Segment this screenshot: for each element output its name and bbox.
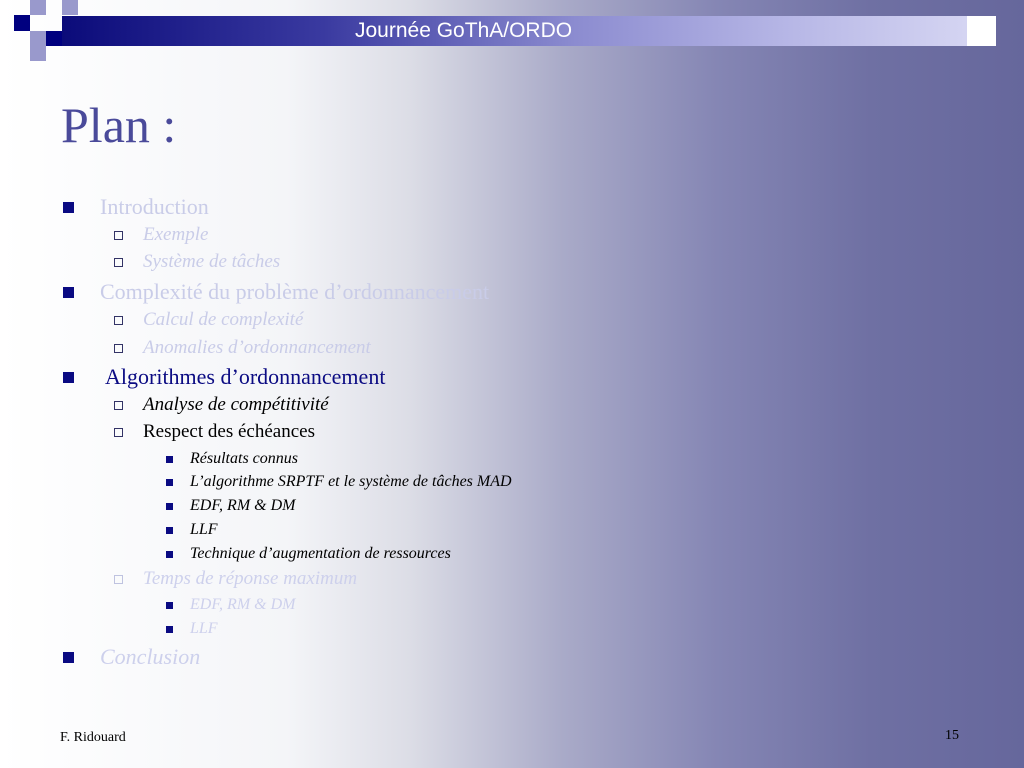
outline-subsubitem-edf-1 <box>0 497 295 515</box>
outline-item-algorithmes <box>0 364 385 390</box>
outline-subitem-label: Système de tâches <box>143 251 281 272</box>
corner-square-5 <box>46 31 62 46</box>
corner-square-6 <box>30 46 46 61</box>
outline-subsubitem-llf-2 <box>0 620 218 638</box>
outline-subitem-anomalies <box>0 337 371 359</box>
outline-subitem-label: Temps de réponse maximum <box>143 568 358 589</box>
outline-item-label: Complexité du problème d’ordonnancement <box>100 279 490 304</box>
small-square-bullet-icon <box>166 602 173 609</box>
outline-item-label: Introduction <box>100 194 209 219</box>
small-square-bullet-icon <box>166 456 173 463</box>
outline-subsubitem-srptf <box>0 473 512 491</box>
square-bullet-icon <box>63 652 74 663</box>
outline-subitem-calcul <box>0 309 303 331</box>
square-bullet-icon <box>63 202 74 213</box>
outline-subsubitem-edf-2 <box>0 596 295 614</box>
outline-item-introduction <box>0 194 209 220</box>
hollow-square-bullet-icon <box>114 258 123 267</box>
outline-subitem-respect <box>0 421 315 443</box>
outline-subitem-systeme <box>0 251 280 273</box>
outline-subitem-label: Analyse de compétitivité <box>143 394 329 415</box>
slide-title: Plan : <box>61 97 177 153</box>
small-square-bullet-icon <box>166 626 173 633</box>
outline-subsubitem-llf-1 <box>0 521 218 539</box>
outline-subitem-analyse <box>0 394 329 416</box>
hollow-square-bullet-icon <box>114 575 123 584</box>
outline-subsubitem-technique <box>0 545 451 563</box>
page-number: 15 <box>945 728 959 743</box>
outline-item-label: Conclusion <box>100 644 201 669</box>
small-square-bullet-icon <box>166 479 173 486</box>
corner-square-3 <box>62 0 78 15</box>
square-bullet-icon <box>63 372 74 383</box>
square-bullet-icon <box>63 287 74 298</box>
outline-subitem-label: Calcul de complexité <box>143 309 304 330</box>
outline-subsubitem-label: Résultats connus <box>190 450 298 467</box>
small-square-bullet-icon <box>166 551 173 558</box>
outline-subitem-exemple <box>0 224 208 246</box>
hollow-square-bullet-icon <box>114 428 123 437</box>
small-square-bullet-icon <box>166 503 173 510</box>
corner-square-4 <box>30 31 46 46</box>
footer-author: F. Ridouard <box>60 730 126 745</box>
outline-subsubitem-label: EDF, RM & DM <box>190 497 296 514</box>
outline-subitem-label: Anomalies d’ordonnancement <box>143 337 371 358</box>
outline-subsubitem-label: L’algorithme SRPTF et le système de tâches MAD <box>190 473 512 490</box>
hollow-square-bullet-icon <box>114 316 123 325</box>
small-square-bullet-icon <box>166 527 173 534</box>
outline-subsubitem-resultats <box>0 450 298 468</box>
outline-subsubitem-label: EDF, RM & DM <box>190 596 296 613</box>
hollow-square-bullet-icon <box>114 401 123 410</box>
outline-item-label: Algorithmes d’ordonnancement <box>105 364 386 389</box>
corner-square-2 <box>30 0 46 15</box>
outline-item-conclusion <box>0 644 200 670</box>
outline-subsubitem-label: Technique d’augmentation de ressources <box>190 545 451 562</box>
outline-subsubitem-label: LLF <box>190 521 218 538</box>
outline-subitem-label: Exemple <box>143 224 209 245</box>
header-bar-end <box>967 16 996 46</box>
corner-square-1 <box>14 15 30 31</box>
header-title: Journée GoThA/ORDO <box>355 19 573 42</box>
outline-item-complexite <box>0 279 489 305</box>
hollow-square-bullet-icon <box>114 344 123 353</box>
outline-subitem-label: Respect des échéances <box>143 421 315 442</box>
outline-subsubitem-label: LLF <box>190 620 218 637</box>
outline-subitem-temps <box>0 568 357 590</box>
hollow-square-bullet-icon <box>114 231 123 240</box>
